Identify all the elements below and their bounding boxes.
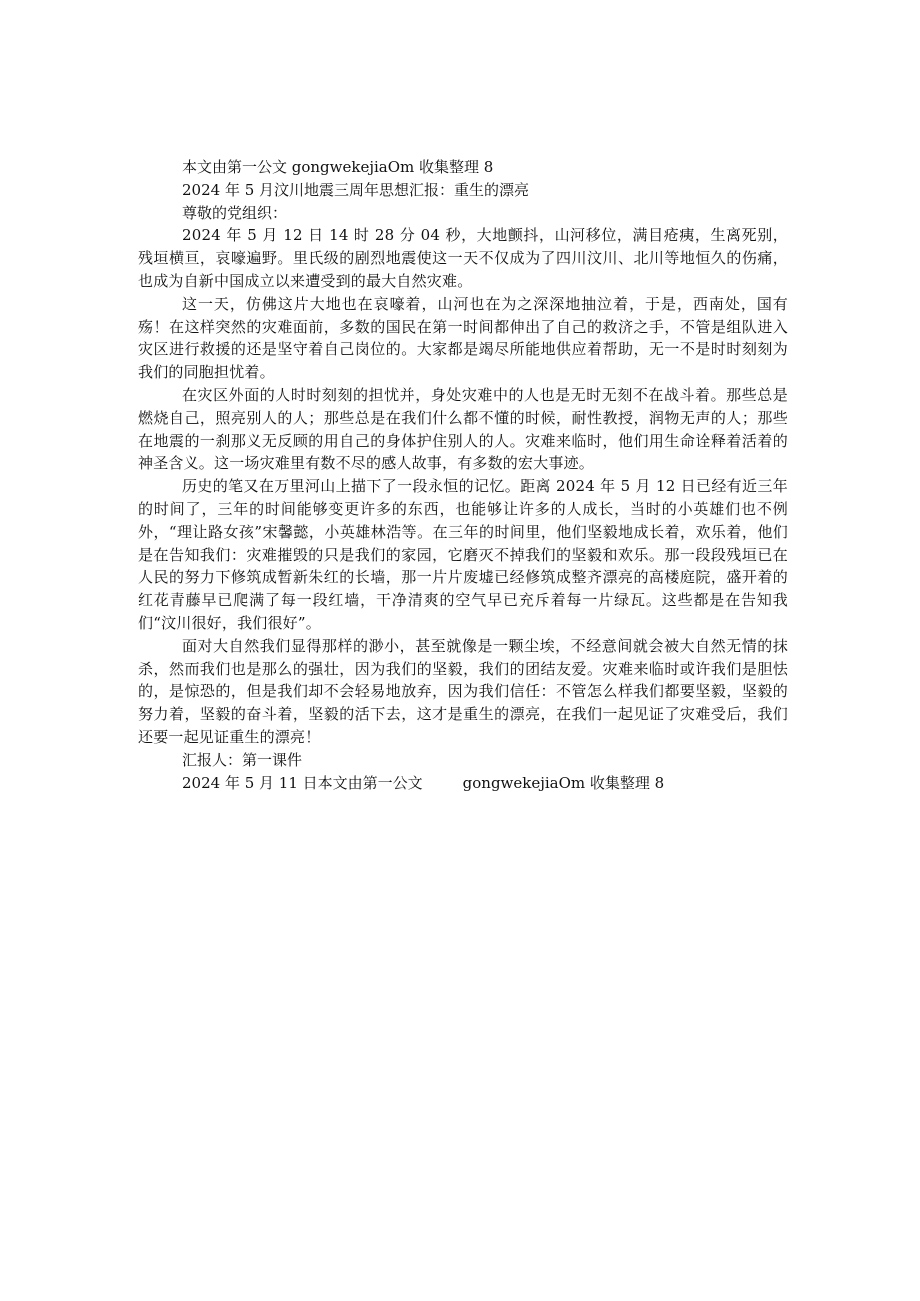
document-title: 2024 年 5 月汶川地震三周年思想汇报：重生的漂亮 (182, 180, 530, 199)
paragraph-5: 面对大自然我们显得那样的渺小，甚至就像是一颗尘埃，不经意间就会被大自然无情的抹杀，然而我们也是那么的强壮，因为我们的坚毅，我们的团结友爱。灾难来临时或许我们是胆怯的，是惊恐的，但是我们却不会轻易地放弃，因为我们信任：不管怎么样我们都要坚毅，坚毅的努力着，坚毅的奋斗着，坚毅的活下去，这才是重生的漂亮，在我们一起见证了灾难受后，我们还要一起见证重生的漂亮！ (138, 636, 788, 746)
paragraph-1: 2024 年 5 月 12 日 14 时 28 分 04 秒，大地颤抖，山河移位，满目疮痍，生离死别，残垣横亘，哀嚎遍野。里氏级的剧烈地震使这一天不仅成为了四川汶川、北川等地恒久的伤痛，也成为自新中国成立以来遭受到的最大自然灾难。 (138, 226, 788, 290)
footer-source: gongwekejiaOm 收集整理 8 (462, 773, 665, 792)
footer-date-line (138, 772, 788, 795)
paragraph-3: 在灾区外面的人时时刻刻的担忧并，身处灾难中的人也是无时无刻不在战斗着。那些总是燃烧自己，照亮别人的人；那些总是在我们什么都不懂的时候，耐性教授，润物无声的人；那些在地震的一刹那义无反顾的用自己的身体护住别人的人。灾难来临时，他们用生命诠释着活着的神圣含义。这一场灾难里有数不尽的感人故事，有多数的宏大事迹。 (138, 385, 788, 473)
source-line: 本文由第一公文 gongwekejiaOm 收集整理 8 (182, 158, 494, 176)
document-page (138, 156, 788, 794)
paragraph-4: 历史的笔又在万里河山上描下了一段永恒的记忆。距离 2024 年 5 月 12 日已经有近三年的时间了，三年的时间能够变更许多的东西，也能够让许多的人成长，当时的小英雄们也不例外，“理让路女孩”宋馨懿，小英雄林浩等。在三年的时间里，他们坚毅地成长着，欢乐着，他们是在告知我们：灾难摧毁的只是我们的家园，它磨灭不掉我们的坚毅和欢乐。那一段段残垣已在人民的努力下修筑成暂新朱红的长墙，那一片片废墟已经修筑成整齐漂亮的高楼庭院，盛开着的红花青藤早已爬满了每一段红墙，干净清爽的空气早已充斥着每一片绿瓦。这些都是在告知我们“汶川很好，我们很好”。 (138, 477, 788, 632)
footer-date: 2024 年 5 月 11 日本文由第一公文 (182, 773, 423, 792)
paragraph-2: 这一天，仿佛这片大地也在哀嚎着，山河也在为之深深地抽泣着，于是，西南处，国有殇！在这样突然的灾难面前，多数的国民在第一时间都伸出了自己的救济之手，不管是组队进入灾区进行救援的还是坚守着自己岗位的。大家都是竭尽所能地供应着帮助，无一不是时时刻刻为我们的同胞担忧着。 (138, 294, 788, 382)
reporter-line: 汇报人：第一课件 (182, 750, 303, 769)
salutation: 尊敬的党组织： (182, 203, 288, 222)
